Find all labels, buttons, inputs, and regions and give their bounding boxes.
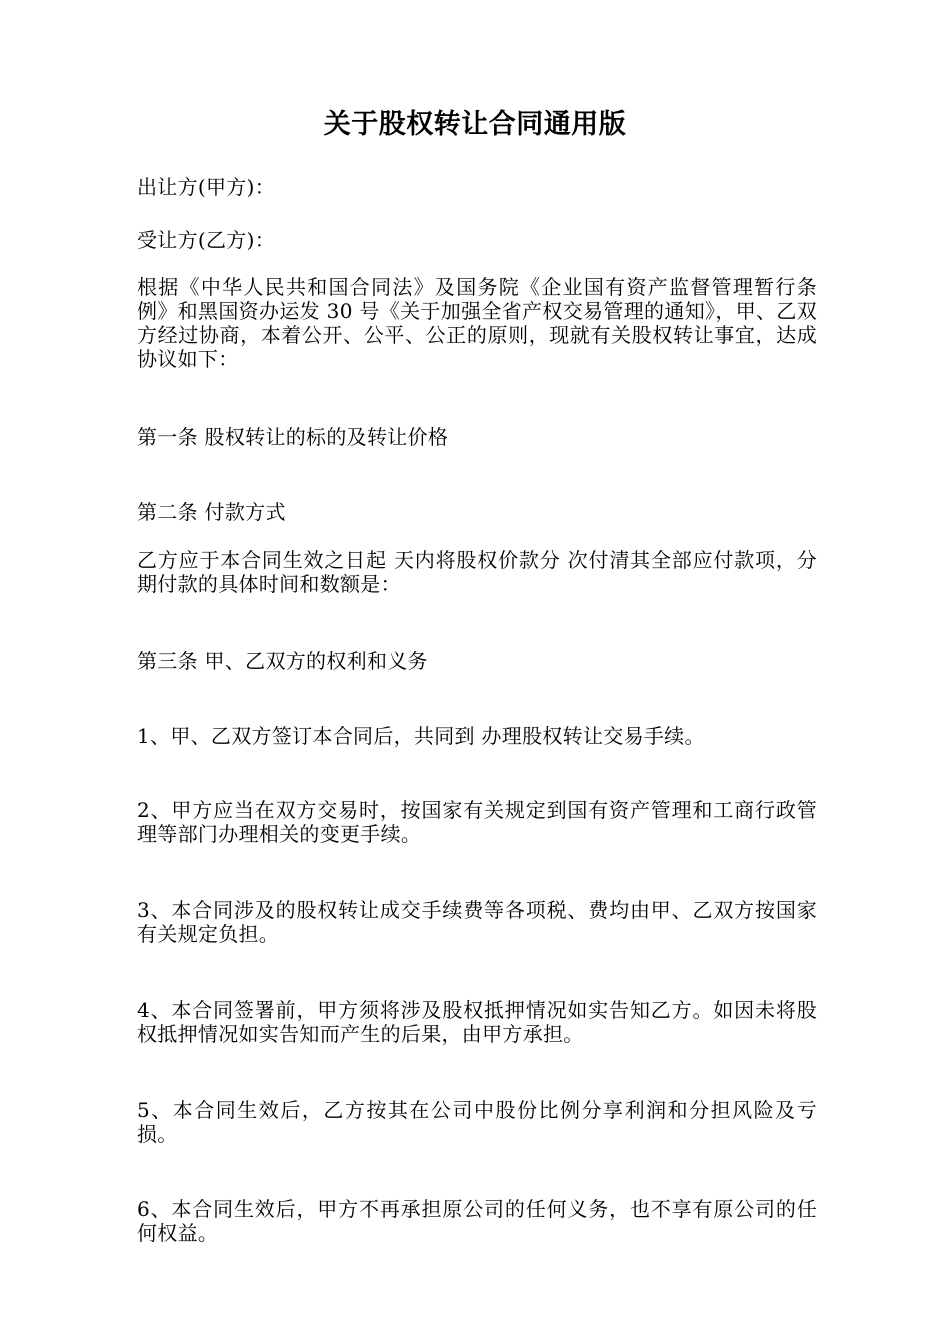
payment-paragraph: 乙方应于本合同生效之日起 天内将股权价款分 次付清其全部应付款项，分期付款的具体时间和数额是： [137,548,817,596]
document-title: 关于股权转让合同通用版 [323,109,627,140]
preamble-paragraph: 根据《中华人民共和国合同法》及国务院《企业国有资产监督管理暂行条例》和黑国资办运发 30 号《关于加强全省产权交易管理的通知》，甲、乙双方经过协商，本着公开、公平、公正的原则，现就有关股权转让事宜，达成协议如下： [137,275,817,371]
party-a-line: 出让方(甲方)： [137,175,276,199]
clause-4: 4、本合同签署前，甲方须将涉及股权抵押情况如实告知乙方。如因未将股权抵押情况如实告知而产生的后果，由甲方承担。 [137,998,817,1046]
party-b-line: 受让方(乙方)： [137,228,276,252]
clause-5: 5、本合同生效后，乙方按其在公司中股份比例分享利润和分担风险及亏损。 [137,1098,817,1146]
article-1-heading: 第一条 股权转让的标的及转让价格 [137,425,449,449]
article-3-heading: 第三条 甲、乙双方的权利和义务 [137,649,428,673]
clause-1: 1、甲、乙双方签订本合同后，共同到 办理股权转让交易手续。 [137,724,705,748]
article-2-heading: 第二条 付款方式 [137,500,286,524]
clause-3: 3、本合同涉及的股权转让成交手续费等各项税、费均由甲、乙双方按国家有关规定负担。 [137,898,817,946]
clause-2: 2、甲方应当在双方交易时，按国家有关规定到国有资产管理和工商行政管理等部门办理相关的变更手续。 [137,798,817,846]
clause-6: 6、本合同生效后，甲方不再承担原公司的任何义务，也不享有原公司的任何权益。 [137,1197,817,1245]
